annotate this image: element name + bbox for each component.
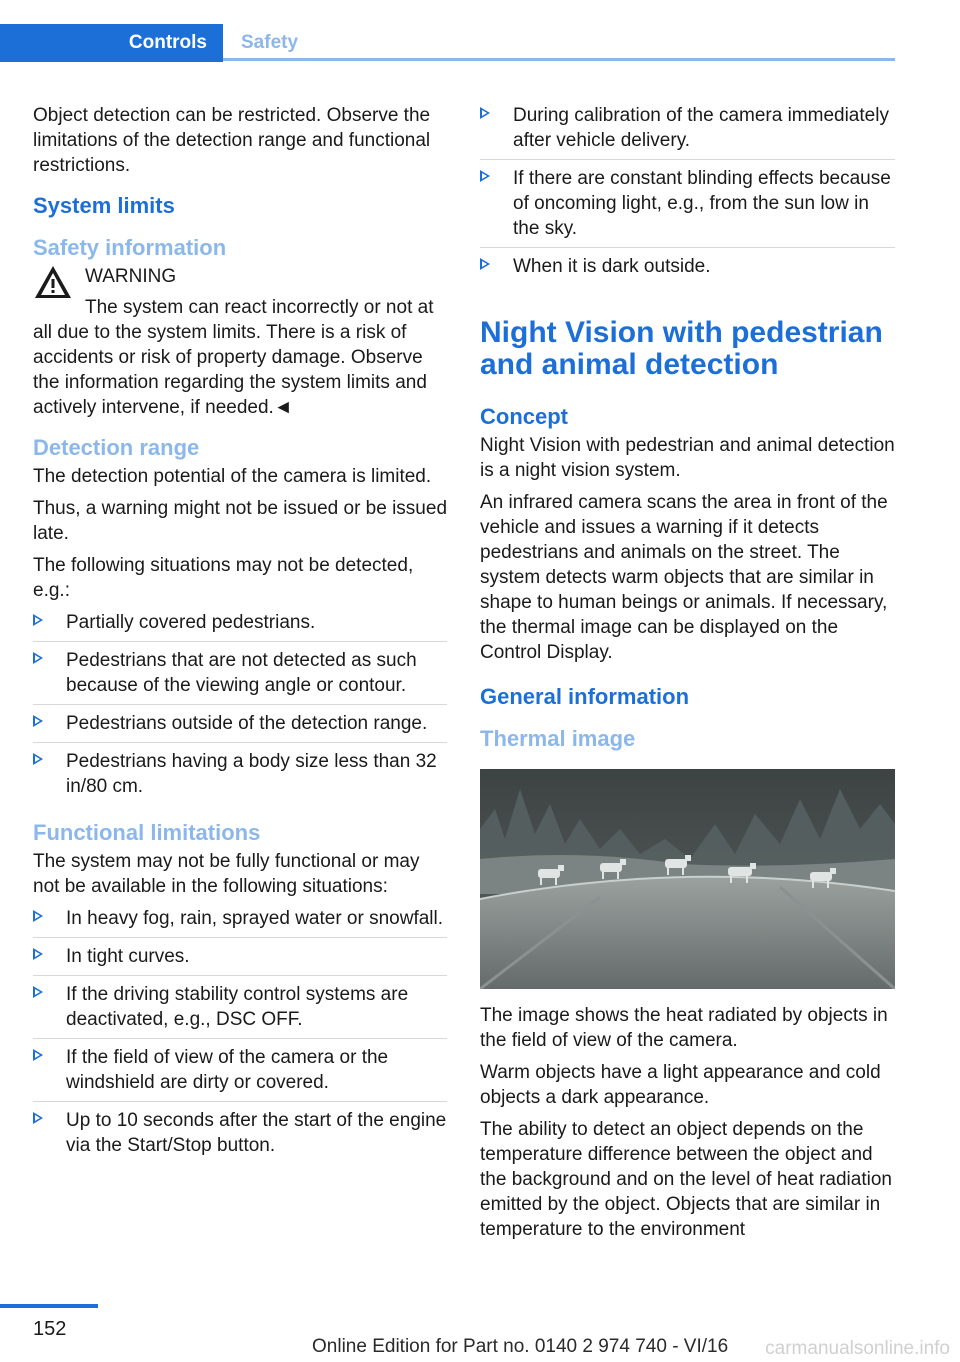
list-item: Pedestrians that are not detected as such because of the viewing angle or contour.	[33, 648, 447, 705]
page-title: Night Vision with pedestrian and animal detection	[480, 316, 883, 381]
list-item: Up to 10 seconds after the start of the engine via the Start/Stop button.	[33, 1108, 447, 1164]
warning-triangle-icon	[33, 264, 73, 300]
list-item: If there are constant blinding effects because of oncoming light, e.g., from the sun low in the sky.	[480, 166, 895, 248]
tab-controls[interactable]: Controls	[0, 24, 223, 62]
heading-safety-information: Safety information	[33, 235, 227, 260]
bullet-triangle-icon	[33, 1049, 43, 1061]
thermal-image-photo	[480, 769, 895, 989]
heading-concept: Concept	[480, 404, 568, 429]
functional-list	[33, 906, 447, 1164]
list-item: In heavy fog, rain, sprayed water or snowfall.	[33, 906, 447, 938]
bullet-triangle-icon	[33, 614, 43, 626]
left-column	[33, 103, 447, 1170]
list-item: If the field of view of the camera or the windshield are dirty or covered.	[33, 1045, 447, 1102]
detection-paragraph-2: Thus, a warning might not be issued or be issued late.	[33, 498, 448, 544]
bullet-triangle-icon	[33, 1112, 43, 1124]
tab-safety[interactable]: Safety	[241, 32, 299, 53]
footer-rule	[0, 1304, 98, 1308]
header-rule	[223, 58, 895, 61]
concept-paragraph-2: An infrared camera scans the area in front of the vehicle and issues a warning if it detects pedestrians and animals on the street. The system detects warm objects that are similar in shape to human beings or animals. If necessary, the thermal image can be displayed on the Control Display.	[480, 492, 888, 663]
list-item: Pedestrians outside of the detection range.	[33, 711, 447, 743]
thermal-paragraph-1: The image shows the heat radiated by objects in the field of view of the camera.	[480, 1005, 888, 1051]
header-bar	[0, 24, 895, 62]
heading-system-limits: System limits	[33, 193, 175, 218]
list-item: During calibration of the camera immediately after vehicle delivery.	[480, 103, 895, 160]
edition-note: Online Edition for Part no. 0140 2 974 740 - VI/16	[312, 1336, 729, 1357]
heading-general-information: General information	[480, 684, 690, 709]
bullet-triangle-icon	[33, 986, 43, 998]
warning-block	[33, 264, 447, 420]
heading-functional-limitations: Functional limitations	[33, 820, 261, 845]
bullet-triangle-icon	[33, 715, 43, 727]
detection-list	[33, 610, 447, 805]
list-item: When it is dark outside.	[480, 254, 895, 285]
list-item: Pedestrians having a body size less than 32 in/80 cm.	[33, 749, 447, 805]
detection-paragraph-1: The detection potential of the camera is limited.	[33, 466, 432, 487]
list-item: In tight curves.	[33, 944, 447, 976]
intro-paragraph: Object detection can be restricted. Observe the limitations of the detection range and functional restrictions.	[33, 105, 431, 176]
bullet-triangle-icon	[33, 948, 43, 960]
list-item: If the driving stability control systems are deactivated, e.g., DSC OFF.	[33, 982, 447, 1039]
list-item: Partially covered pedestrians.	[33, 610, 447, 642]
thermal-paragraph-2: Warm objects have a light appearance and cold objects a dark appearance.	[480, 1062, 881, 1108]
bullet-triangle-icon	[480, 258, 490, 270]
limitations-list-continued	[480, 103, 895, 285]
warning-title: WARNING	[85, 266, 177, 287]
warning-body: The system can react incorrectly or not at all due to the system limits. There is a risk of accidents or risk of property damage. Observe the information regarding the system limits and actively intervene, if needed.◄	[33, 297, 434, 418]
thermal-paragraph-3: The ability to detect an object depends on the temperature difference between the object and the background and on the level of heat radiation emitted by the object. Objects that are similar in temperature to the environment	[480, 1119, 892, 1240]
bullet-triangle-icon	[33, 910, 43, 922]
bullet-triangle-icon	[33, 753, 43, 765]
detection-paragraph-3: The following situations may not be detected, e.g.:	[33, 555, 414, 601]
bullet-triangle-icon	[33, 652, 43, 664]
heading-detection-range: Detection range	[33, 435, 200, 460]
functional-paragraph: The system may not be fully functional or may not be available in the following situations:	[33, 851, 420, 897]
concept-paragraph-1: Night Vision with pedestrian and animal detection is a night vision system.	[480, 435, 895, 481]
bullet-triangle-icon	[480, 107, 490, 119]
right-column	[480, 103, 895, 1249]
page-number: 152	[33, 1318, 67, 1340]
bullet-triangle-icon	[480, 170, 490, 182]
watermark: carmanualsonline.info	[765, 1338, 950, 1359]
heading-thermal-image: Thermal image	[480, 726, 636, 751]
